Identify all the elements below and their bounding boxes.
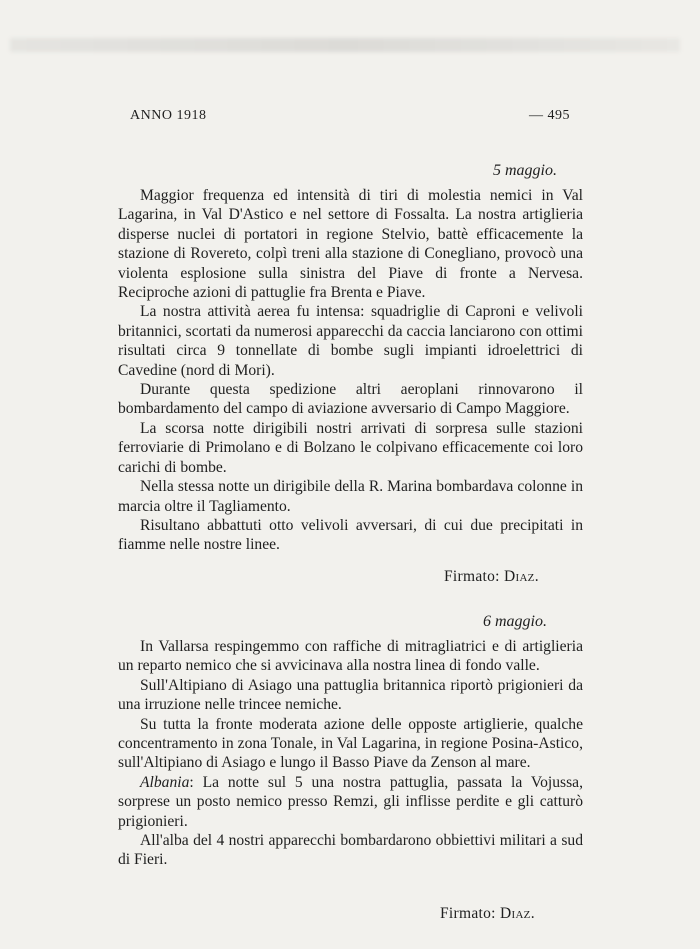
- paragraph: Su tutta la fronte moderata azione delle opposte artiglierie, qualche concentramento in zona Tonale, in Val Lagarina, in regione Posina-Astico, sull'Altipiano di Asiago e lungo il Basso Piave da Zenson al mare.: [118, 715, 583, 772]
- signature-label: Firmato:: [440, 905, 496, 922]
- signature-label: Firmato:: [444, 568, 500, 585]
- page-number: — 495: [529, 108, 570, 123]
- signature-name: Diaz.: [499, 905, 535, 922]
- paragraph: In Vallarsa respingemmo con raffiche di mitragliatrici e di artiglieria un reparto nemico che si avvicinava alla nostra linea di fondo valle.: [118, 638, 583, 675]
- paragraph: La scorsa notte dirigibili nostri arrivati di sorpresa sulle stazioni ferroviarie di Primolano e di Bolzano le colpivano efficacemente coi loro carichi di bombe.: [118, 419, 583, 476]
- albania-text: : La notte sul 5 una nostra pattuglia, passata la Vojussa, sorprese un posto nemico presso Remzi, gli inflisse perdite e gli catturò prigionieri.: [118, 773, 583, 830]
- paragraph: All'alba del 4 nostri apparecchi bombardarono obbiettivi militari a sud di Fieri.: [118, 832, 583, 869]
- signature: [444, 568, 539, 586]
- entry-date: 5 maggio.: [493, 162, 557, 179]
- entry-body: [118, 186, 583, 555]
- paragraph: Nella stessa notte un dirigibile della R. Marina bombardava colonne in marcia oltre il Tagliamento.: [118, 478, 583, 515]
- paragraph: Maggior frequenza ed intensità di tiri di molestia nemici in Val Lagarina, in Val D'Astico e nel settore di Fossalta. La nostra artiglieria disperse nuclei di portatori in regione Stelvio, battè efficacemente la stazione di Rovereto, colpì treni alla stazione di Conegliano, provocò una violenta esplosione sulla sinistra del Piave di fronte a Nervesa. Reciproche azioni di pattuglie fra Brenta e Piave.: [118, 187, 583, 302]
- scan-smudge: [10, 38, 680, 52]
- paragraph: Risultano abbattuti otto velivoli avversari, di cui due precipitati in fiamme nelle nostre linee.: [118, 516, 583, 554]
- paragraph: La nostra attività aerea fu intensa: squadriglie di Caproni e velivoli britannici, scortati da numerosi apparecchi da caccia lanciarono con ottimi risultati circa 9 tonnellate di bombe sugli impianti idroelettrici di Cavedine (nord di Mori).: [118, 303, 583, 379]
- paragraph: Sull'Altipiano di Asiago una pattuglia britannica riportò prigionieri da una irruzione nelle trincee nemiche.: [118, 676, 583, 714]
- paragraph: [118, 773, 583, 831]
- albania-lead: Albania: [140, 773, 190, 791]
- signature: [440, 905, 535, 923]
- entry-body: [118, 637, 583, 870]
- signature-name: Diaz.: [503, 568, 539, 585]
- entry-date: 6 maggio.: [483, 613, 547, 630]
- paragraph: Durante questa spedizione altri aeroplani rinnovarono il bombardamento del campo di aviazione avversario di Campo Maggiore.: [118, 381, 583, 418]
- running-head-year: ANNO 1918: [130, 108, 207, 123]
